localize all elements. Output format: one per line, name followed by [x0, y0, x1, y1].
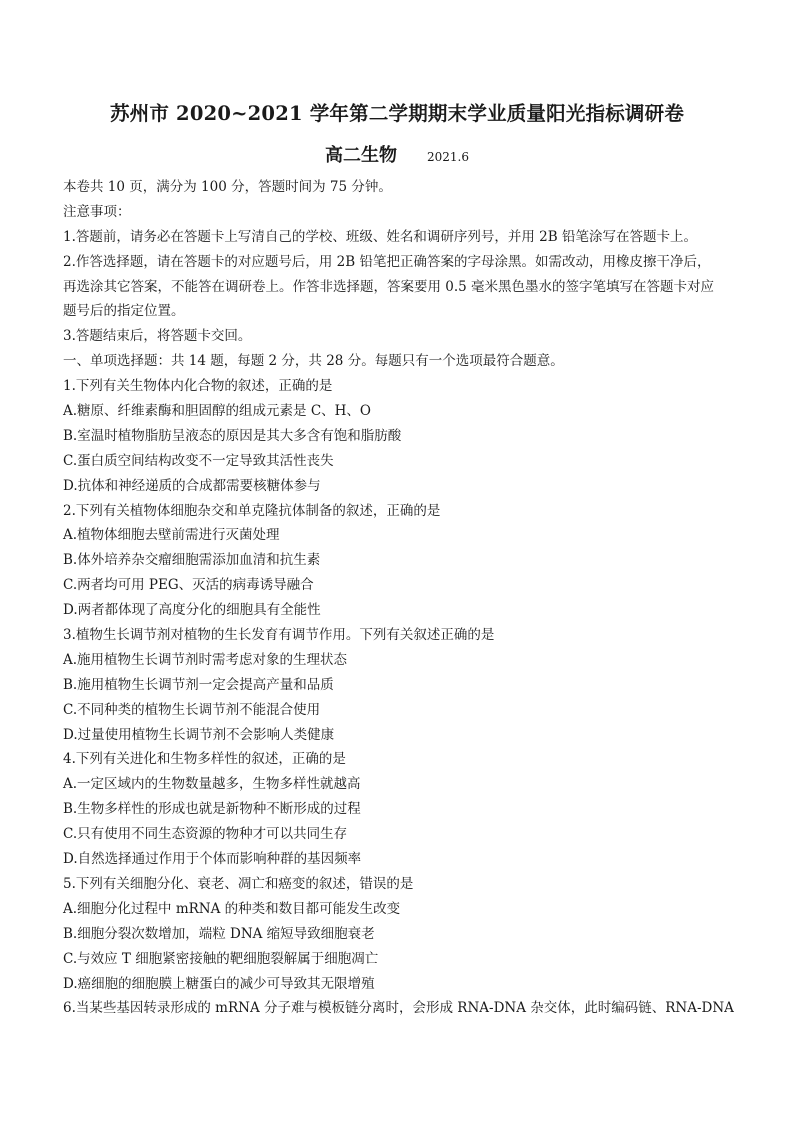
- intro-line: 本卷共 10 页，满分为 100 分，答题时间为 75 分钟。: [63, 179, 392, 195]
- question-stem: 4.下列有关进化和生物多样性的叙述，正确的是: [63, 751, 346, 768]
- question-option: B.施用植物生长调节剂一定会提高产量和品质: [63, 676, 334, 693]
- subject-label: 高二生物: [325, 145, 397, 166]
- question-option: D.癌细胞的细胞膜上糖蛋白的减少可导致其无限增殖: [63, 975, 375, 992]
- notice-heading: 注意事项：: [63, 203, 131, 220]
- question-option: C.蛋白质空间结构改变不一定导致其活性丧失: [63, 452, 334, 469]
- notice-item-continued: 再选涂其它答案，不能答在调研卷上。作答非选择题，答案要用 0.5 毫米黑色墨水的签字笔填写在答题卡对应: [63, 278, 715, 295]
- question-option: B.室温时植物脂肪呈液态的原因是其大多含有饱和脂肪酸: [63, 427, 402, 444]
- question-stem: 5.下列有关细胞分化、衰老、凋亡和癌变的叙述，错误的是: [63, 875, 414, 892]
- question-option: C.不同种类的植物生长调节剂不能混合使用: [63, 701, 321, 718]
- question-option: D.过量使用植物生长调节剂不会影响人类健康: [63, 726, 335, 743]
- question-option: C.与效应 T 细胞紧密接触的靶细胞裂解属于细胞凋亡: [63, 950, 379, 967]
- exam-date: 2021.6: [427, 150, 469, 164]
- notice-item: 1.答题前，请务必在答题卡上写清自己的学校、班级、姓名和调研序列号，并用 2B 铅笔涂写在答题卡上。: [63, 228, 697, 245]
- question-option: B.生物多样性的形成也就是新物种不断形成的过程: [63, 801, 361, 818]
- question-stem: 6.当某些基因转录形成的 mRNA 分子难与模板链分离时，会形成 RNA-DNA 杂交体，此时编码链、RNA-DNA: [63, 1000, 734, 1017]
- question-option: C.两者均可用 PEG、灭活的病毒诱导融合: [63, 577, 314, 594]
- question-stem: 3.植物生长调节剂对植物的生长发育有调节作用。下列有关叙述正确的是: [63, 627, 495, 644]
- question-option: A.植物体细胞去壁前需进行灭菌处理: [63, 527, 280, 544]
- section-heading: 一、单项选择题：共 14 题，每题 2 分，共 28 分。每题只有一个选项最符合题意。: [63, 353, 564, 370]
- question-option: C.只有使用不同生态资源的物种才可以共同生存: [63, 826, 348, 843]
- exam-title: 苏州市 2020~2021 学年第二学期期末学业质量阳光指标调研卷: [109, 102, 685, 125]
- question-option: A.施用植物生长调节剂时需考虑对象的生理状态: [63, 651, 348, 668]
- notice-item: 2.作答选择题，请在答题卡的对应题号后，用 2B 铅笔把正确答案的字母涂黑。如需改动，用橡皮擦干净后，: [63, 253, 711, 270]
- question-option: A.一定区域内的生物数量越多，生物多样性就越高: [63, 776, 361, 793]
- question-option: D.抗体和神经递质的合成都需要核糖体参与: [63, 477, 321, 494]
- question-option: A.细胞分化过程中 mRNA 的种类和数目都可能发生改变: [63, 900, 401, 917]
- exam-subtitle: [0, 141, 794, 167]
- question-option: A.糖原、纤维素酶和胆固醇的组成元素是 C、H、O: [63, 403, 372, 420]
- exam-body: [63, 175, 743, 1021]
- question-option: D.两者都体现了高度分化的细胞具有全能性: [63, 602, 321, 619]
- question-option: D.自然选择通过作用于个体而影响种群的基因频率: [63, 851, 362, 868]
- question-option: B.细胞分裂次数增加，端粒 DNA 缩短导致细胞衰老: [63, 925, 375, 942]
- notice-item: 3.答题结束后，将答题卡交回。: [63, 328, 252, 345]
- question-stem: 1.下列有关生物体内化合物的叙述，正确的是: [63, 378, 333, 395]
- question-option: B.体外培养杂交瘤细胞需添加血清和抗生素: [63, 552, 321, 569]
- question-stem: 2.下列有关植物体细胞杂交和单克隆抗体制备的叙述，正确的是: [63, 502, 441, 519]
- notice-item-continued: 题号后的指定位置。: [63, 303, 185, 320]
